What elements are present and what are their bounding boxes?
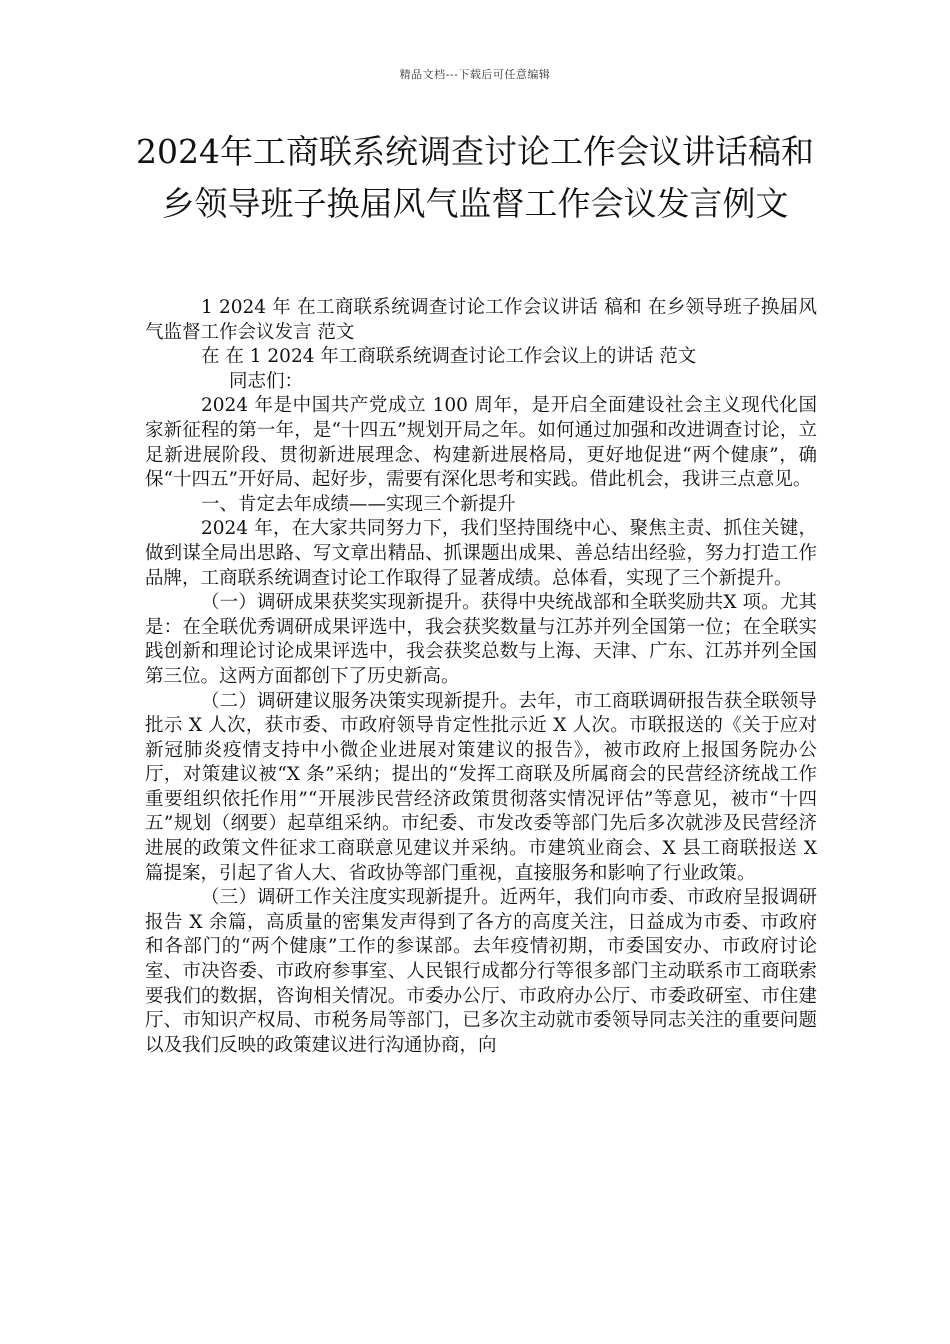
paragraph-6: 2024 年，在大家共同努力下，我们坚持围绕中心、聚焦主责、抓住关键，做到谋全局出思路、写文章出精品、抓课题出成果、善总结出经验，努力打造工作品牌，工商联系统调查讨论工作取得了显著成绩。总体看，实现了三个新提升。 xyxy=(145,518,817,589)
paragraph-9: （三）调研工作关注度实现新提升。近两年，我们向市委、市政府呈报调研报告 X 余篇，高质量的密集发声得到了各方的高度关注，日益成为市委、市政府和各部门的“两个健康”工作的参谋部。去年疫情初期，市委国安办、市政府讨论室、市决咨委、市政府参事室、人民银行成都分行等很多部门主动联系市工商联索要我们的数据，咨询相关情况。市委办公厅、市政府办公厅、市委政研室、市住建厅、市知识产权局、市税务局等部门，已多次主动就市委领导同志关注的重要问题以及我们反映的政策建议进行沟通协商，向 xyxy=(145,887,817,1056)
document-body xyxy=(145,296,817,1058)
paragraph-salutation: 同志们： xyxy=(229,370,304,392)
section-heading-1: 一、肯定去年成绩——实现三个新提升 xyxy=(201,493,516,515)
paragraph-2: 在 在 1 2024 年工商联系统调查讨论工作会议上的讲话 范文 xyxy=(201,346,697,368)
paragraph-4: 2024 年是中国共产党成立 100 周年，是开启全面建设社会主义现代化国家新征程的第一年，是“十四五”规划开局之年。如何通过加强和改进调查讨论，立足新进展阶段、贯彻新进展理念、构建新进展格局，更好地促进“两个健康”，确保“十四五”开好局、起好步，需要有深化思考和实践。借此机会，我讲三点意见。 xyxy=(145,395,817,491)
paragraph-8: （二）调研建议服务决策实现新提升。去年，市工商联调研报告获全联领导批示 X 人次，获市委、市政府领导肯定性批示近 X 人次。市联报送的《关于应对新冠肺炎疫情支持中小微企业进展对策建议的报告》，被市政府上报国务院办公厅，对策建议被“X 条”采纳；提出的“发挥工商联及所属商会的民营经济统战工作重要组织依托作用”“开展涉民营经济政策贯彻落实情况评估”等意见，被市“十四五”规划（纲要）起草组采纳。市纪委、市发改委等部门先后多次就涉及民营经济进展的政策文件征求工商联意见建议并采纳。市建筑业商会、X 县工商联报送 X 篇提案，引起了省人大、省政协等部门重视，直接服务和影响了行业政策。 xyxy=(145,690,817,884)
page-header-note: 精品文档---下载后可任意编辑 xyxy=(399,68,551,81)
document-title: 2024年工商联系统调查讨论工作会议讲话稿和乡领导班子换届风气监督工作会议发言例文 xyxy=(136,132,814,223)
paragraph-1: 1 2024 年 在工商联系统调查讨论工作会议讲话 稿和 在乡领导班子换届风气监督工作会议发言 范文 xyxy=(145,297,817,343)
paragraph-7: （一）调研成果获奖实现新提升。获得中央统战部和全联奖励共X 项。尤其是：在全联优秀调研成果评选中，我会获奖数量与江苏并列全国第一位；在全联实践创新和理论讨论成果评选中，我会获奖总数与上海、天津、广东、江苏并列全国第三位。这两方面都创下了历史新高。 xyxy=(145,592,817,687)
